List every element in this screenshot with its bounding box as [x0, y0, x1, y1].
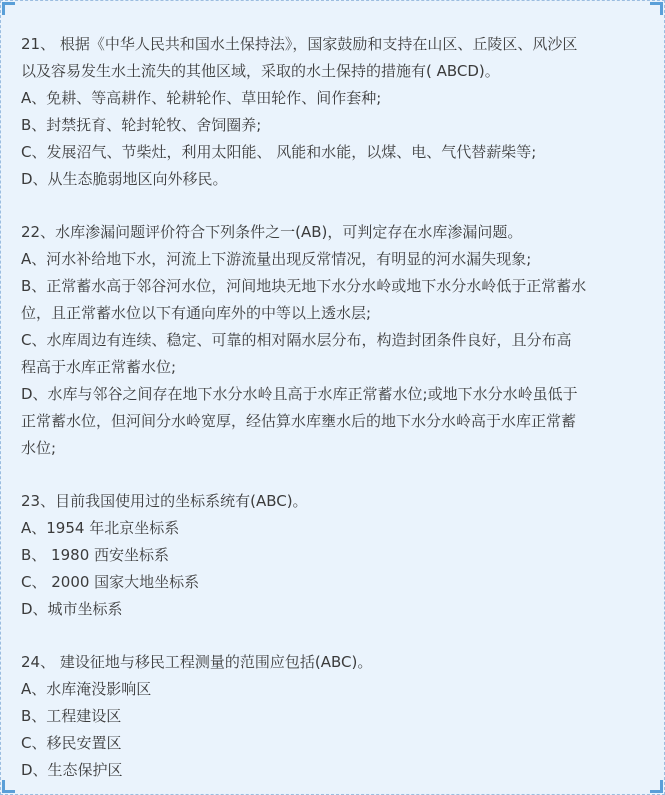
question-21 [21, 31, 646, 193]
option-b: B、正常蓄水高于邻谷河水位，河间地块无地下水分水岭或地下水分水岭低于正常蓄水 [21, 277, 587, 295]
option-c-continued: 程高于水库正常蓄水位; [21, 358, 177, 376]
option-b: B、 1980 西安坐标系 [21, 546, 170, 564]
option-d: D、从生态脆弱地区向外移民。 [21, 170, 228, 188]
question-stem-continued: 以及容易发生水土流失的其他区域，采取的水土保持的措施有( ABCD)。 [21, 62, 500, 80]
option-d: D、水库与邻谷之间存在地下水分水岭且高于水库正常蓄水位;或地下水分水岭虽低于 [21, 385, 578, 403]
question-stem: 24、 建设征地与移民工程测量的范围应包括(ABC)。 [21, 653, 373, 671]
option-a: A、免耕、等高耕作、轮耕轮作、草田轮作、间作套种; [21, 89, 382, 107]
option-b-continued: 位，且正常蓄水位以下有通向库外的中等以上透水层; [21, 304, 372, 322]
option-a: A、1954 年北京坐标系 [21, 519, 180, 537]
question-list [21, 31, 646, 784]
corner-decoration-top-left [2, 2, 15, 15]
option-a: A、水库淹没影响区 [21, 680, 152, 698]
question-23 [21, 488, 646, 623]
question-stem: 21、 根据《中华人民共和国水土保持法》，国家鼓励和支持在山区、丘陵区、风沙区 [21, 35, 578, 53]
corner-decoration-top-right [650, 2, 663, 15]
option-c: C、发展沼气、节柴灶，利用太阳能、 风能和水能，以煤、电、气代替薪柴等; [21, 143, 537, 161]
option-c: C、移民安置区 [21, 734, 122, 752]
option-d-continued: 正常蓄水位，但河间分水岭宽厚，经估算水库壅水后的地下水分水岭高于水库正常蓄 [21, 412, 577, 430]
option-d: D、城市坐标系 [21, 600, 123, 618]
option-b: B、封禁抚育、轮封轮牧、舍饲圈养; [21, 116, 262, 134]
corner-decoration-bottom-right [650, 780, 663, 793]
option-d-continued: 水位; [21, 439, 57, 457]
option-b: B、工程建设区 [21, 707, 122, 725]
option-c: C、水库周边有连续、稳定、可靠的相对隔水层分布，构造封团条件良好，且分布高 [21, 331, 572, 349]
question-22 [21, 219, 646, 462]
option-d: D、生态保护区 [21, 761, 123, 779]
option-c: C、 2000 国家大地坐标系 [21, 573, 200, 591]
question-stem: 23、目前我国使用过的坐标系统有(ABC)。 [21, 492, 308, 510]
option-a: A、河水补给地下水，河流上下游流量出现反常情况，有明显的河水漏失现象; [21, 250, 532, 268]
corner-decoration-bottom-left [2, 780, 15, 793]
question-24 [21, 649, 646, 784]
question-stem: 22、水库渗漏问题评价符合下列条件之一(AB)，可判定存在水库渗漏问题。 [21, 223, 523, 241]
